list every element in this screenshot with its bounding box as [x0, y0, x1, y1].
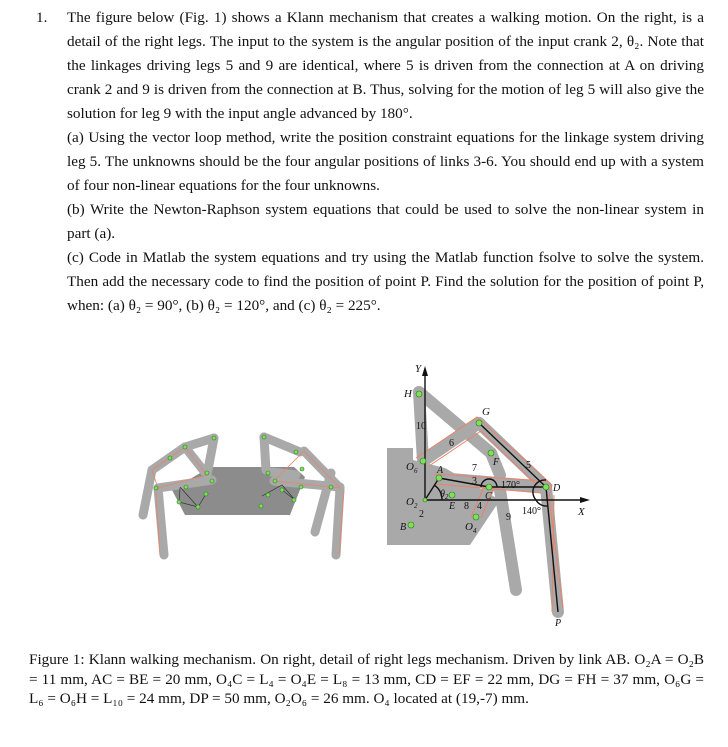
figure-1	[0, 360, 728, 640]
label-p: P	[555, 618, 562, 629]
label-o2: $O_2$	[406, 496, 418, 510]
y-axis-arrow-icon	[422, 366, 428, 376]
y-axis-label: Y	[415, 363, 422, 375]
x-axis-arrow-icon	[580, 497, 590, 503]
label-link-7: 7	[472, 463, 477, 474]
figure-caption: Figure 1: Klann walking mechanism. On right, detail of right legs mechanism. Driven by link AB. O₂A = O₂B = 11 mm, AC = BE = 20 mm, O₄C = L₄ = O₄E = L₈ = 13 mm, CD = EF = 22 mm, DG = FH = 37 mm, O₆G = L₆ = O₆H = L₁₀ = 24 mm, DP = 50 mm, O₂O₆ = 26 mm. O₄ located at (19,-7) mm.	[29, 651, 704, 707]
part-b: (b) Write the Newton-Raphson system equations that could be used to solve the non-linear system in part (a).	[67, 201, 704, 242]
label-a: A	[437, 465, 444, 476]
label-theta2: $\theta_2$	[440, 489, 449, 501]
part-a: (a) Using the vector loop method, write the position constraint equations for the linkage system driving leg 5. The unknowns should be the four angular positions of links 3-6. You should end up with a system of four non-linear equations for the four unknowns.	[67, 129, 704, 194]
left-mechanism-overview	[143, 435, 344, 555]
label-angle-170: 170°	[501, 480, 520, 491]
label-c: C	[485, 491, 492, 502]
label-f: F	[493, 457, 500, 468]
label-h: H	[404, 388, 412, 400]
problem-intro: The figure below (Fig. 1) shows a Klann mechanism that creates a walking motion. On the right, is a detail of the right legs. The input to the system is the angular position of the input crank 2, θ₂. Note that the linkages driving legs 5 and 9 are identical, where 5 is driven from the connection at A on driving crank 2 and 9 is driven from the connection at B. Thus, solving for the motion of leg 5 will also give the solution for leg 9 with the input angle advanced by 180°.	[67, 9, 704, 122]
label-o6: $O_6$	[406, 461, 418, 475]
label-e: E	[449, 501, 456, 512]
label-link-2: 2	[419, 509, 424, 520]
label-link-3: 3	[472, 476, 477, 487]
label-o4: $O_4$	[465, 521, 477, 535]
label-link-9: 9	[506, 512, 511, 523]
label-angle-140: 140°	[522, 506, 541, 517]
x-axis-label: X	[578, 506, 585, 518]
label-b: B	[400, 522, 407, 533]
label-link-8: 8	[464, 501, 469, 512]
problem-statement	[36, 6, 704, 318]
part-c: (c) Code in Matlab the system equations and try using the Matlab function fsolve to solve the system. Then add the necessary code to find the position of point P. Find the solution for the position of point P, when: (a) θ₂ = 90°, (b) θ₂ = 120°, and (c) θ₂ = 225°.	[67, 249, 704, 314]
label-link-6: 6	[449, 438, 454, 449]
label-link-4: 4	[477, 501, 482, 512]
label-d: D	[553, 483, 561, 494]
label-link-5: 5	[526, 460, 531, 471]
label-g: G	[482, 406, 490, 418]
right-leg-detail	[387, 363, 590, 629]
label-link-10: 10	[416, 421, 426, 432]
problem-number: 1.	[36, 9, 48, 26]
